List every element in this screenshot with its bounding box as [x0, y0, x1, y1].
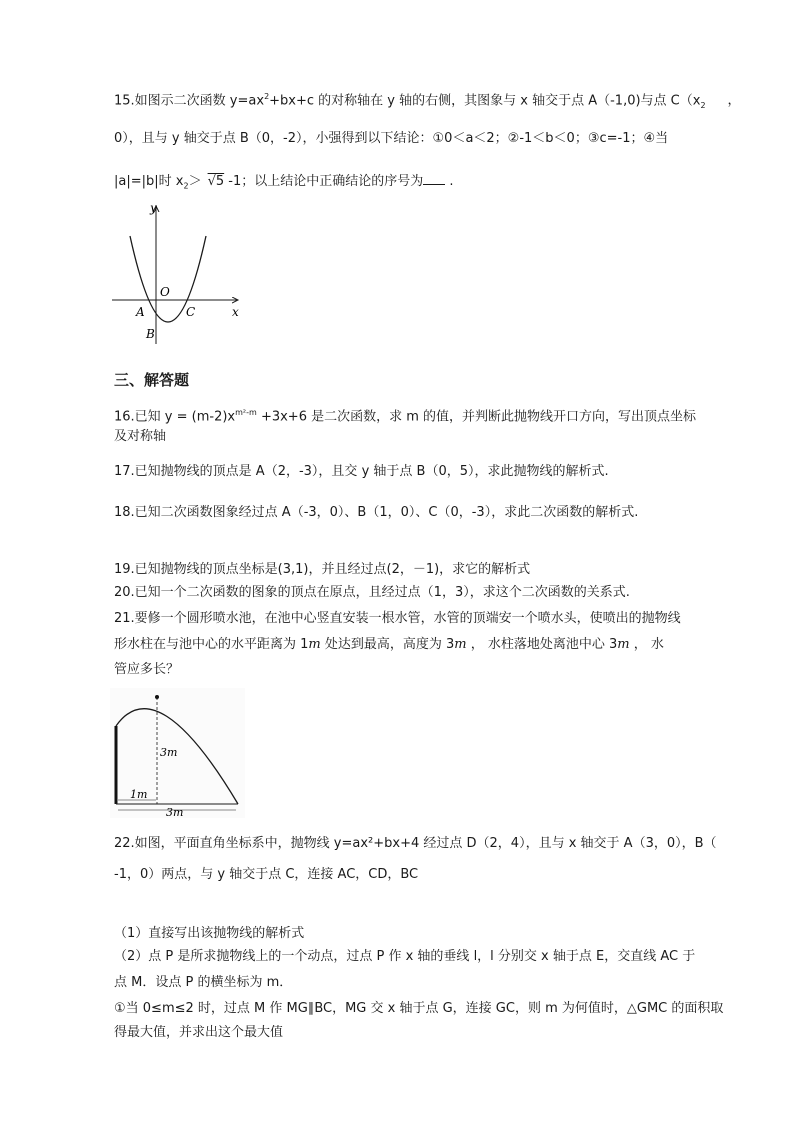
section-title: 三、解答题: [114, 371, 190, 389]
q20-text: 20.已知一个二次函数的图象的顶点在原点，且经过点（1，3），求这个二次函数的关系式.: [114, 585, 630, 600]
answer-blank: [423, 172, 445, 185]
q18-text: 18.已知二次函数图象经过点 A（-3，0）、B（1，0）、C（0，-3），求此二次函数的解析式.: [114, 505, 639, 520]
fountain-graph: [110, 688, 245, 818]
point-a-label: A: [136, 305, 145, 319]
q22-part-2-line-1: （2）点 P 是所求抛物线上的一个动点，过点 P 作 x 轴的垂线 l，l 分别交 x 轴于点 E，交直线 AC 于: [114, 949, 696, 964]
one-meter-label: 1m: [130, 788, 148, 801]
parabola-graph-1: [110, 198, 245, 348]
q22-part-3-line-1: ①当 0≤m≤2 时，过点 M 作 MG∥BC，MG 交 x 轴于点 G，连接 GC，则 m 为何值时，△GMC 的面积取: [114, 1001, 724, 1016]
q19-text: 19.已知抛物线的顶点坐标是(3,1)，并且经过点(2，－1)，求它的解析式: [114, 562, 531, 577]
point-c-label: C: [186, 305, 196, 319]
q16-line-1: 16.已知 $y = (m-2)x^{m^2-m} +3x+6$ 是二次函数，求 m 的值，并判断此抛物线开口方向，写出顶点坐标: [114, 408, 697, 425]
q15-line-1: 15.如图示二次函数 $y=ax^2+bx+c$ 的对称轴在 y 轴的右侧，其图象与 x 轴交于点 A（-1,0)与点 $C(x_2$ ，: [114, 92, 741, 110]
q22-line-1: 22.如图，平面直角坐标系中，抛物线 y=ax²+bx+4 经过点 D（2，4），且与 x 轴交于 A（3，0），B（: [114, 836, 717, 851]
point-b-label: B: [146, 327, 155, 341]
q22-part-2-line-2: 点 M．设点 P 的横坐标为 m．: [114, 975, 293, 990]
q22-part-1: （1）直接写出该抛物线的解析式: [114, 926, 305, 941]
y-axis-label: y: [150, 201, 157, 215]
q16-line-2: 及对称轴: [114, 429, 167, 444]
q22-line-2: -1，0）两点，与 y 轴交于点 C，连接 AC，CD，BC: [114, 867, 419, 882]
height-label: 3m: [160, 746, 178, 759]
q15-line-3: |a|=|b|时 $x_2> √5$ -1；以上结论中正确结论的序号为 .: [114, 174, 454, 191]
q15-line-2: 0），且与 y 轴交于点 B（0，-2），小强得到以下结论：①0＜a＜2；②-1＜b＜0；③c=-1；④当: [114, 131, 669, 146]
three-meter-label: 3m: [166, 806, 184, 818]
q21-line-1: 21.要修一个圆形喷水池，在池中心竖直安装一根水管，水管的顶端安一个喷水头，使喷出的抛物线: [114, 611, 681, 626]
q22-part-3-line-2: 得最大值，并求出这个最大值: [114, 1025, 284, 1040]
x-axis-label: x: [232, 305, 239, 319]
q21-line-2: 形水柱在与池中心的水平距离为 1m 处达到最高，高度为 3m ， 水柱落地处离池中心 3m ， 水: [114, 637, 664, 652]
origin-label: O: [160, 285, 170, 299]
q17-text: 17.已知抛物线的顶点是 A（2，-3），且交 y 轴于点 B（0，5），求此抛物线的解析式.: [114, 464, 609, 479]
q21-line-3: 管应多长？: [114, 662, 180, 677]
